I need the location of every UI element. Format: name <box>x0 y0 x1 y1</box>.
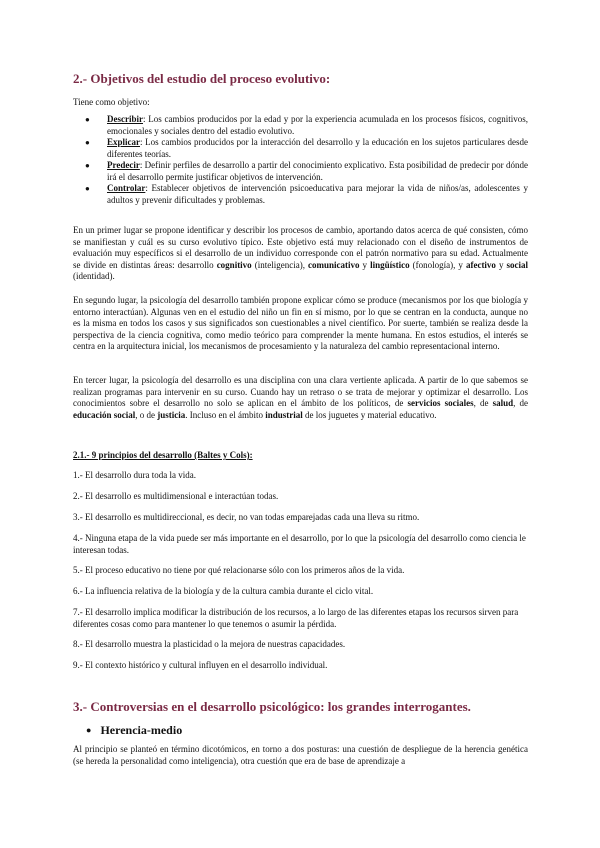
paragraph-second: En segundo lugar, la psicología del desarrollo también propone explicar cómo se produce (mecanismos por los que biología y entorno interactúan). Algunas ven en el estudio del niño un fin en sí mismo, por lo que se centran en la conducta, aunque no es la misma en todos los casos y sus significados son cuestionables a nivel científico. Por suerte, también se realiza desde la perspectiva de la ciencia cognitiva, como medio teórico para comprender la mente humana. En estos estudios, el interés se centra en la arquitectura inicial, los mecanismos de procesamiento y la naturaleza del cambio representacional interno. <box>73 295 528 352</box>
list-item: ● Predecir: Definir perfiles de desarrollo a partir del conocimiento explicativo. Esta posibilidad de predecir por dónde irá el desarrollo permite justificar objetivos de intervención. <box>85 160 528 182</box>
principle-item: 6.- La influencia relativa de la biología y de la cultura cambia durante el ciclo vital. <box>73 586 374 596</box>
bullet-icon: ● <box>86 725 92 735</box>
principle-item: 2.- El desarrollo es multidimensional e interactúan todas. <box>73 491 279 501</box>
bullet-icon: ● <box>85 138 90 147</box>
paragraph-third: En tercer lugar, la psicología del desarrollo es una disciplina con una clara vertiente aplicada. A partir de lo que sabemos se realizan programas para intervenir en su curso. Cuando hay un retraso o se trata de mejorar y optimizar el desarrollo. Los conocimientos sobre el desarrollo no solo se aplican en el ámbito de los políticos, de servicios sociales, de salud, de educación social, o de justicia. Incluso en el ámbito industrial de los juguetes y material educativo. <box>73 375 528 420</box>
section-2-intro: Tiene como objetivo: <box>73 97 150 107</box>
paragraph-first: En un primer lugar se propone identificar y describir los procesos de cambio, aportando datos acerca de qué consisten, cómo se manifiestan y cuál es su curso evolutivo típico. Este objetivo está muy relacionado con el diseño de instrumentos de evaluación muy específicos si el desarrollo de un individuo corresponde con el patrón normativo para su edad. Actualmente se divide en distintas áreas: desarrollo cognitivo (inteligencia), comunicativo y lingüístico (fonología), y afectivo y social (identidad). <box>73 225 529 282</box>
subheading-herencia-medio: ● Herencia-medio <box>86 723 183 737</box>
principle-item: 3.- El desarrollo es multidireccional, es decir, no van todas emparejadas cada una lleva su ritmo. <box>73 512 420 522</box>
list-item: ● Controlar: Establecer objetivos de intervención psicoeducativa para mejorar la vida de niños/as, adolescentes y adultos y prevenir dificultades y problemas. <box>85 183 528 205</box>
bullet-icon: ● <box>85 115 90 124</box>
list-item: ● Describir: Los cambios producidos por la edad y por la experiencia acumulada en los procesos físicos, cognitivos, emocionales y sociales dentro del estadio evolutivo. <box>85 114 528 136</box>
section-2-heading: 2.- Objetivos del estudio del proceso evolutivo: <box>73 71 331 86</box>
principle-item: 4.- Ninguna etapa de la vida puede ser más importante en el desarrollo, por lo que la psicología del desarrollo como ciencia le interesan todas. <box>73 533 526 555</box>
bullet-icon: ● <box>85 161 90 170</box>
principle-item: 7.- El desarrollo implica modificar la distribución de los recursos, a lo largo de las diferentes etapas los recursos sirven para diferentes cosas como para mantener lo que tenemos o asumir la pérdida. <box>73 607 519 629</box>
section-3-heading: 3.- Controversias en el desarrollo psicológico: los grandes interrogantes. <box>73 699 471 714</box>
list-item: ● Explicar: Los cambios producidos por la interacción del desarrollo y la educación en los sujetos particulares desde diferentes teorías. <box>85 137 528 159</box>
principle-item: 9.- El contexto histórico y cultural influyen en el desarrollo individual. <box>73 660 328 670</box>
bullet-icon: ● <box>85 184 90 193</box>
objectives-list <box>73 114 528 206</box>
principle-item: 8.- El desarrollo muestra la plasticidad o la mejora de nuestras capacidades. <box>73 639 346 649</box>
principle-item: 1.- El desarrollo dura toda la vida. <box>73 470 196 480</box>
section-2-1-heading: 2.1.- 9 principios del desarrollo (Baltes y Cols): <box>73 450 253 460</box>
paragraph-herencia-medio: Al principio se planteó en término dicotómicos, en torno a dos posturas: una cuestión de despliegue de la herencia genética (se hereda la personalidad como inteligencia), otra cuestión que era de base de aprendizaje a <box>73 744 528 766</box>
principle-item: 5.- El proceso educativo no tiene por qué relacionarse sólo con los primeros años de la vida. <box>73 565 405 575</box>
